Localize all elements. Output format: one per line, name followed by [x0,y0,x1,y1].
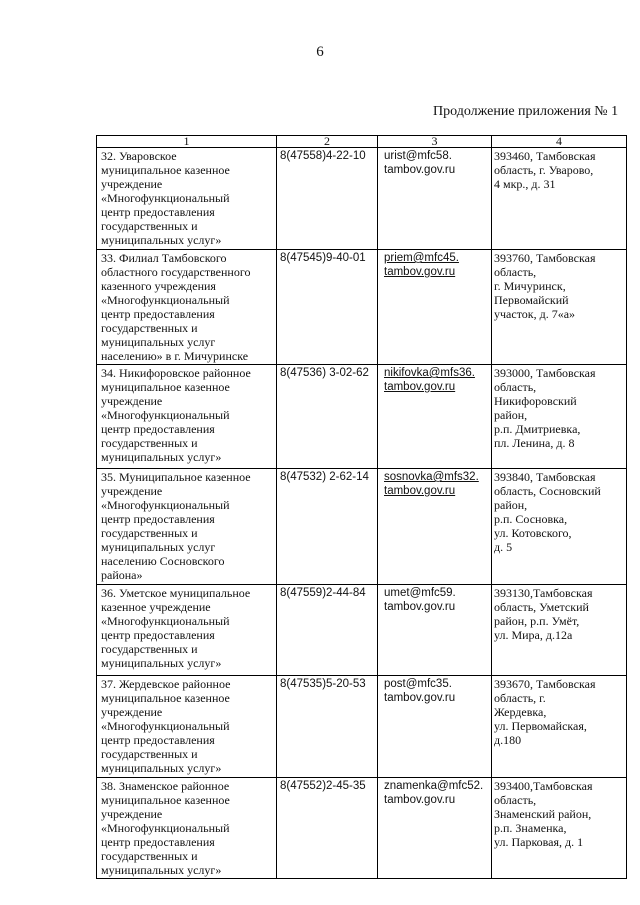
institution-name-line: казенного учреждения [101,279,216,293]
institution-name-cell [97,778,277,879]
address-line: 4 мкр., д. 31 [494,177,556,191]
institution-name-cell [97,676,277,778]
phone-cell [277,365,378,469]
address-line: область, г. [494,691,546,705]
institution-name-line: 36. Уметское муниципальное [101,586,251,600]
email-line: post@mfc35. [384,678,452,690]
phone-number: 8(47535)5-20-53 [280,678,366,690]
address-cell [492,148,627,250]
institution-name-line: «Многофункциональный [101,408,230,422]
address-line: Никифоровский [494,394,577,408]
email-line: nikifovka@mfs36. [384,367,475,379]
email-line: znamenka@mfc52. [384,780,484,792]
institution-name-line: государственных и [101,642,198,656]
address-line: 393840, Тамбовская [494,470,596,484]
institution-name-line: «Многофункциональный [101,293,230,307]
address-line: Знаменский район, [494,807,592,821]
email-cell [378,469,492,585]
table-row [97,365,627,469]
institution-name-line: государственных и [101,321,198,335]
phone-number: 8(47558)4-22-10 [280,150,366,162]
institution-name-line: учреждение [101,177,163,191]
email-line: tambov.gov.ru [384,266,456,278]
institution-name-line: 35. Муниципальное казенное [101,470,251,484]
institution-name-line: муниципальное казенное [101,380,230,394]
address-line: область, [494,793,537,807]
address-line: г. Мичуринск, [494,279,566,293]
address-line: Первомайский [494,293,569,307]
institution-name-cell [97,250,277,365]
address-line: ул. Парковая, д. 1 [494,835,584,849]
address-line: р.п. Знаменка, [494,821,567,835]
address-line: область, Сосновский [494,484,601,498]
institution-name-line: 37. Жердевское районное [101,677,231,691]
table-row [97,778,627,879]
institution-name-line: муниципальных услуг [101,335,216,349]
phone-cell [277,676,378,778]
institution-name-line: 32. Уваровское [101,149,177,163]
address-line: участок, д. 7«а» [494,307,576,321]
table-row [97,676,627,778]
email-cell [378,250,492,365]
institution-name-line: учреждение [101,484,163,498]
institution-name-line: государственных и [101,747,198,761]
institution-name-line: населению Сосновского [101,554,225,568]
address-line: р.п. Сосновка, [494,512,568,526]
appendix-continuation-note: Продолжение приложения № 1 [433,104,619,119]
institution-name-line: центр предоставления [101,835,215,849]
email-line: umet@mfc59. [384,587,456,599]
email-line: tambov.gov.ru [384,794,456,806]
address-line: р.п. Дмитриевка, [494,422,581,436]
address-line: область, [494,380,537,394]
table-row [97,469,627,585]
institution-name-line: учреждение [101,705,163,719]
institution-name-line: учреждение [101,807,163,821]
column-header-3: 3 [378,136,492,148]
mfc-offices-table [96,135,627,879]
address-line: ул. Первомайская, [494,719,587,733]
address-cell [492,676,627,778]
address-line: 393000, Тамбовская [494,366,596,380]
address-line: 393670, Тамбовская [494,677,596,691]
institution-name-line: государственных и [101,436,198,450]
address-line: область, Уметский [494,600,589,614]
page-number: 6 [316,44,324,60]
institution-name-line: центр предоставления [101,628,215,642]
address-cell [492,250,627,365]
email-cell [378,365,492,469]
email-line: tambov.gov.ru [384,164,456,176]
address-cell [492,778,627,879]
email-line: tambov.gov.ru [384,381,456,393]
address-line: область, г. Уварово, [494,163,594,177]
institution-name-cell [97,148,277,250]
institution-name-line: «Многофункциональный [101,498,230,512]
institution-name-line: 34. Никифоровское районное [101,366,251,380]
institution-name-line: муниципальных услуг» [101,863,222,877]
email-line: sosnovka@mfs32. [384,471,479,483]
email-line: urist@mfc58. [384,150,452,162]
address-line: д.180 [494,733,522,747]
email-line: tambov.gov.ru [384,485,456,497]
email-cell [378,585,492,676]
institution-name-line: центр предоставления [101,307,215,321]
address-line: 393400,Тамбовская [494,779,593,793]
institution-name-line: муниципальное казенное [101,163,230,177]
institution-name-line: населению» в г. Мичуринске [101,349,249,363]
institution-name-line: «Многофункциональный [101,614,230,628]
address-line: пл. Ленина, д. 8 [494,436,575,450]
address-cell [492,585,627,676]
institution-name-cell [97,585,277,676]
phone-cell [277,585,378,676]
email-cell [378,778,492,879]
email-line: tambov.gov.ru [384,692,456,704]
email-cell [378,676,492,778]
email-line: priem@mfc45. [384,252,459,264]
address-cell [492,365,627,469]
table-row [97,585,627,676]
institution-name-line: муниципальных услуг» [101,233,222,247]
institution-name-line: муниципальное казенное [101,691,230,705]
table-row [97,250,627,365]
phone-number: 8(47559)2-44-84 [280,587,366,599]
phone-cell [277,148,378,250]
institution-name-line: центр предоставления [101,733,215,747]
institution-name-line: центр предоставления [101,205,215,219]
institution-name-line: муниципальных услуг» [101,761,222,775]
phone-cell [277,469,378,585]
institution-name-line: государственных и [101,219,198,233]
table-row [97,148,627,250]
address-line: район, р.п. Умёт, [494,614,580,628]
institution-name-cell [97,469,277,585]
address-line: 393460, Тамбовская [494,149,596,163]
institution-name-line: «Многофункциональный [101,719,230,733]
address-line: ул. Котовского, [494,526,572,540]
institution-name-line: 33. Филиал Тамбовского [101,251,227,265]
address-line: 393130,Тамбовская [494,586,593,600]
address-line: район, [494,408,528,422]
phone-cell [277,778,378,879]
institution-name-line: государственных и [101,849,198,863]
address-line: Жердевка, [494,705,547,719]
institution-name-line: 38. Знаменское районное [101,779,230,793]
institution-name-line: казенное учреждение [101,600,211,614]
institution-name-line: «Многофункциональный [101,821,230,835]
address-line: 393760, Тамбовская [494,251,596,265]
column-header-4: 4 [492,136,627,148]
address-line: ул. Мира, д.12а [494,628,573,642]
table-header-row [97,136,627,148]
phone-number: 8(47532) 2-62-14 [280,471,369,483]
institution-name-line: муниципальных услуг» [101,656,222,670]
address-line: район, [494,498,528,512]
phone-number: 8(47552)2-45-35 [280,780,366,792]
institution-name-line: областного государственного [101,265,251,279]
institution-name-line: учреждение [101,394,163,408]
address-line: область, [494,265,537,279]
phone-number: 8(47536) 3-02-62 [280,367,369,379]
institution-name-line: государственных и [101,526,198,540]
email-cell [378,148,492,250]
column-header-1: 1 [97,136,277,148]
phone-cell [277,250,378,365]
phone-number: 8(47545)9-40-01 [280,252,366,264]
institution-name-line: центр предоставления [101,422,215,436]
institution-name-line: «Многофункциональный [101,191,230,205]
column-header-2: 2 [277,136,378,148]
address-line: д. 5 [494,540,513,554]
institution-name-cell [97,365,277,469]
email-line: tambov.gov.ru [384,601,456,613]
institution-name-line: района» [101,568,143,582]
institution-name-line: муниципальное казенное [101,793,230,807]
address-cell [492,469,627,585]
institution-name-line: центр предоставления [101,512,215,526]
institution-name-line: муниципальных услуг» [101,450,222,464]
institution-name-line: муниципальных услуг [101,540,216,554]
